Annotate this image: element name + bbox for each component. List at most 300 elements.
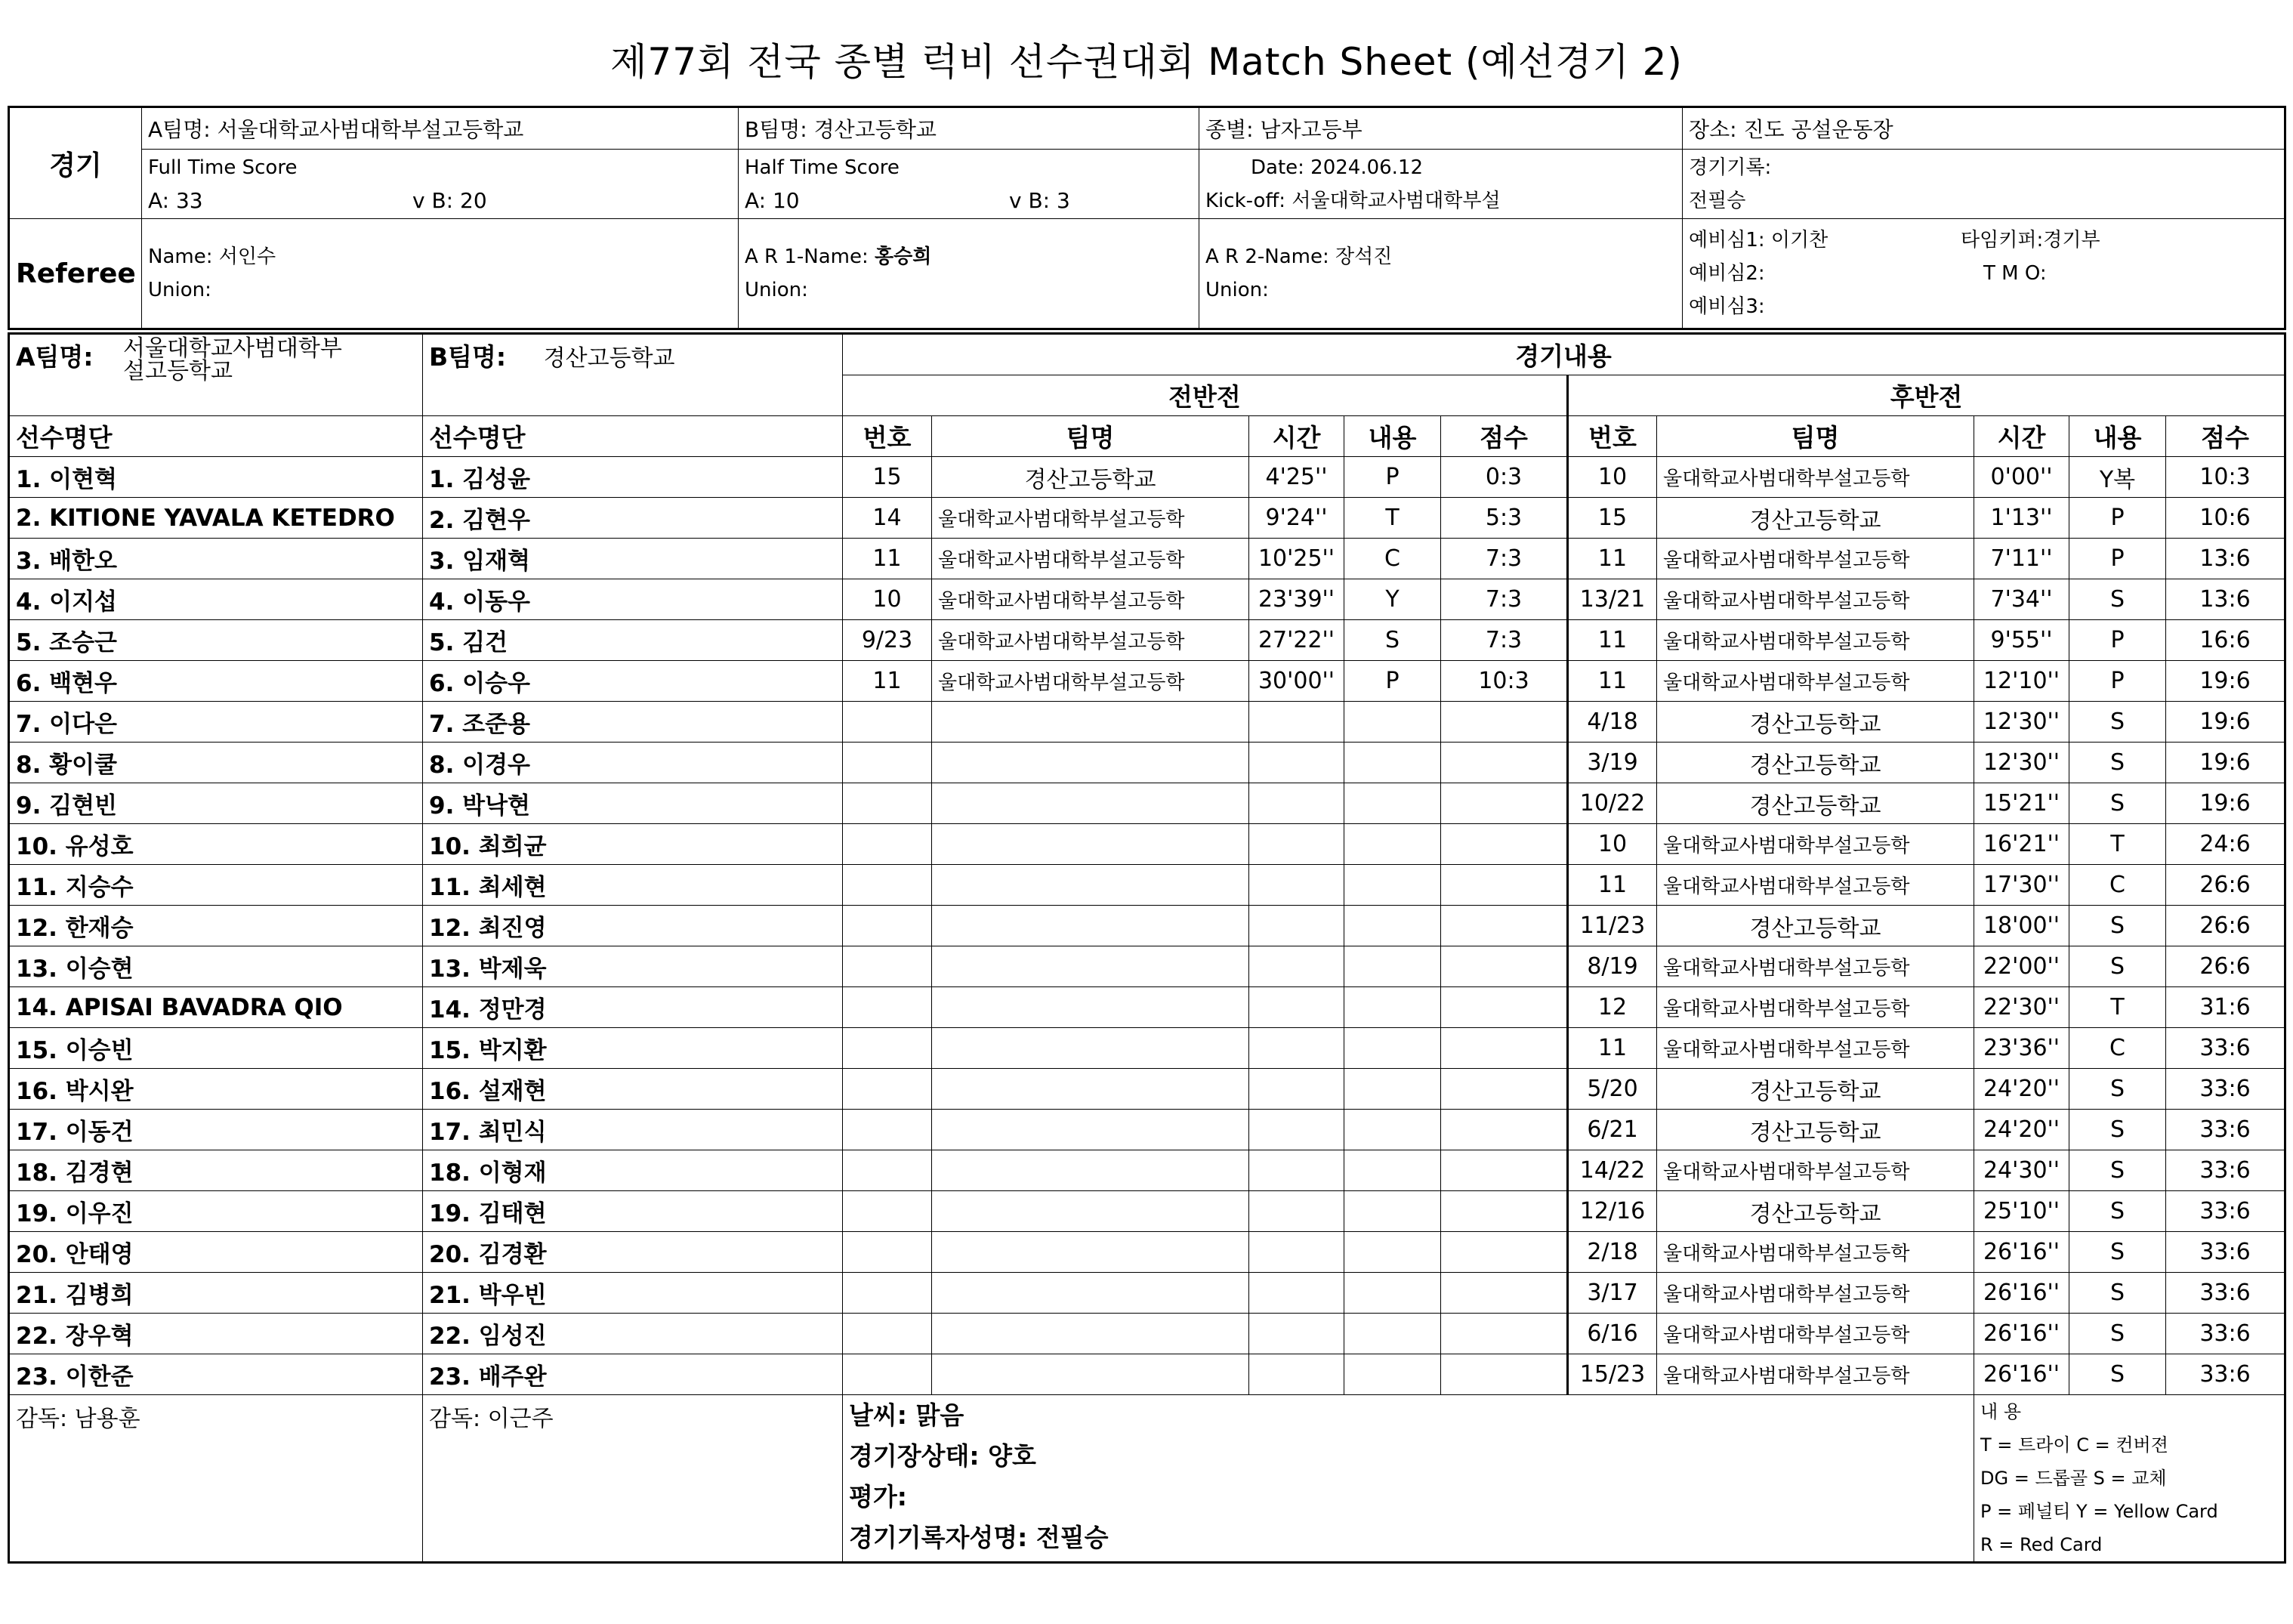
first-half-score [1441, 743, 1568, 783]
team-b-player: 22. 임성진 [423, 1314, 843, 1354]
team-a-player: 10. 유성호 [9, 824, 423, 865]
second-half-no: 3/17 [1568, 1273, 1657, 1314]
first-half-type [1344, 865, 1441, 906]
team-b-name: 경산고등학교 [543, 345, 675, 372]
second-half-score: 19:6 [2166, 783, 2285, 824]
team-a-name: A팀명: 서울대학교사범대학부설고등학교 [142, 107, 739, 150]
second-half-time: 18'00'' [1974, 906, 2069, 946]
first-half-team [932, 906, 1249, 946]
second-half-type: S [2069, 906, 2166, 946]
first-half-team [932, 987, 1249, 1028]
first-half-score [1441, 946, 1568, 987]
first-half-no [843, 1314, 932, 1354]
table-row [9, 865, 2285, 906]
first-half-time: 23'39'' [1249, 579, 1344, 620]
first-half-no [843, 824, 932, 865]
second-half-time: 1'13'' [1974, 498, 2069, 539]
team-b-player: 12. 최진영 [423, 906, 843, 946]
team-b-player: 2. 김현우 [423, 498, 843, 539]
second-half-score: 10:6 [2166, 498, 2285, 539]
field-condition: 경기장상태: 양호 [849, 1441, 1036, 1471]
second-half-no: 11/23 [1568, 906, 1657, 946]
second-half-time: 12'30'' [1974, 702, 2069, 743]
table-row [9, 987, 2285, 1028]
first-half-no [843, 1191, 932, 1232]
first-half-no: 11 [843, 539, 932, 579]
team-b-player: 20. 김경환 [423, 1232, 843, 1273]
first-half-score [1441, 824, 1568, 865]
second-half-team: 울대학교사범대학부설고등학 [1657, 824, 1974, 865]
first-half-score [1441, 702, 1568, 743]
second-half-no: 11 [1568, 620, 1657, 661]
table-row [9, 539, 2285, 579]
second-half-score: 33:6 [2166, 1028, 2285, 1069]
second-half-team: 경산고등학교 [1657, 702, 1974, 743]
first-half-no [843, 906, 932, 946]
team-a-player: 3. 배한오 [9, 539, 423, 579]
second-half-team: 울대학교사범대학부설고등학 [1657, 539, 1974, 579]
first-half-time [1249, 743, 1344, 783]
second-half-no: 4/18 [1568, 702, 1657, 743]
second-half-time: 24'20'' [1974, 1110, 2069, 1150]
team-a-player: 15. 이승빈 [9, 1028, 423, 1069]
first-half-type [1344, 906, 1441, 946]
first-half-team [932, 702, 1249, 743]
first-half-time [1249, 824, 1344, 865]
first-half-no [843, 1232, 932, 1273]
team-a-player: 16. 박시완 [9, 1069, 423, 1110]
second-half-type: S [2069, 702, 2166, 743]
team-b-player: 6. 이승우 [423, 661, 843, 702]
first-half-time [1249, 946, 1344, 987]
first-half-type [1344, 1028, 1441, 1069]
second-half-time: 16'21'' [1974, 824, 2069, 865]
team-a-player: 12. 한재승 [9, 906, 423, 946]
second-half-team: 울대학교사범대학부설고등학 [1657, 865, 1974, 906]
second-half-type: P [2069, 661, 2166, 702]
first-half-team [932, 1069, 1249, 1110]
table-row [9, 946, 2285, 987]
first-half-no [843, 1273, 932, 1314]
team-b-player: 4. 이동우 [423, 579, 843, 620]
second-half-score: 19:6 [2166, 661, 2285, 702]
table-row [9, 1069, 2285, 1110]
second-half-time: 26'16'' [1974, 1273, 2069, 1314]
timekeeper: 타임키퍼:경기부 [1961, 229, 2100, 252]
ar1-info [739, 219, 1199, 329]
second-half-type: T [2069, 987, 2166, 1028]
first-half-no: 14 [843, 498, 932, 539]
first-half-no: 11 [843, 661, 932, 702]
second-half-team: 울대학교사범대학부설고등학 [1657, 1314, 1974, 1354]
first-half-team [932, 1028, 1249, 1069]
first-half-team [932, 1354, 1249, 1395]
second-half-type: S [2069, 743, 2166, 783]
second-half-time: 25'10'' [1974, 1191, 2069, 1232]
first-half-type [1344, 946, 1441, 987]
second-half-team: 경산고등학교 [1657, 743, 1974, 783]
first-half-no [843, 702, 932, 743]
referee-label: Referee [9, 219, 142, 329]
second-half-label: 후반전 [1568, 375, 2285, 416]
second-half-type: S [2069, 946, 2166, 987]
fulltime-a: A: 33 [148, 187, 203, 213]
first-half-score: 7:3 [1441, 620, 1568, 661]
first-half-type [1344, 1110, 1441, 1150]
ar2-union: Union: [1205, 279, 1269, 301]
first-half-team: 울대학교사범대학부설고등학 [932, 539, 1249, 579]
team-b-player: 18. 이형재 [423, 1150, 843, 1191]
second-half-team: 경산고등학교 [1657, 1110, 1974, 1150]
second-half-no: 10 [1568, 457, 1657, 498]
match-record [1683, 150, 2285, 219]
table-row [9, 661, 2285, 702]
second-half-no: 11 [1568, 865, 1657, 906]
table-row [9, 1150, 2285, 1191]
second-half-no: 2/18 [1568, 1232, 1657, 1273]
table-row [9, 498, 2285, 539]
team-b-players-label: 선수명단 [423, 416, 843, 457]
second-half-score: 33:6 [2166, 1314, 2285, 1354]
team-b-player: 13. 박제욱 [423, 946, 843, 987]
second-half-no: 6/21 [1568, 1110, 1657, 1150]
recorder: 경기기록자성명: 전필승 [849, 1523, 1109, 1552]
table-row [9, 824, 2285, 865]
first-half-team: 울대학교사범대학부설고등학 [932, 661, 1249, 702]
referee-union: Union: [148, 279, 211, 301]
second-half-col-no: 번호 [1568, 416, 1657, 457]
team-b-player: 9. 박낙현 [423, 783, 843, 824]
team-b-player: 5. 김건 [423, 620, 843, 661]
first-half-time [1249, 1273, 1344, 1314]
first-half-team [932, 1150, 1249, 1191]
ar1-name: 홍승희 [875, 245, 932, 268]
second-half-type: P [2069, 498, 2166, 539]
match-events-table [8, 332, 2286, 1564]
first-half-team [932, 1191, 1249, 1232]
table-row [9, 620, 2285, 661]
coach-a: 감독: 남용훈 [9, 1395, 423, 1563]
second-half-type: S [2069, 1110, 2166, 1150]
second-half-time: 9'55'' [1974, 620, 2069, 661]
first-half-team [932, 946, 1249, 987]
team-a-name-line1: 서울대학교사범대학부 [123, 335, 342, 362]
first-half-time [1249, 1314, 1344, 1354]
team-a-player: 8. 황이쿨 [9, 743, 423, 783]
second-half-col-time: 시간 [1974, 416, 2069, 457]
date-kickoff [1199, 150, 1683, 219]
first-half-type: P [1344, 457, 1441, 498]
second-half-team: 경산고등학교 [1657, 906, 1974, 946]
team-a-player: 18. 김경현 [9, 1150, 423, 1191]
second-half-score: 33:6 [2166, 1273, 2285, 1314]
second-half-no: 3/19 [1568, 743, 1657, 783]
first-half-type [1344, 1150, 1441, 1191]
second-half-no: 8/19 [1568, 946, 1657, 987]
ar1-name-label: A R 1-Name: [745, 245, 869, 268]
first-half-team [932, 783, 1249, 824]
tmo: T M O: [1983, 262, 2047, 285]
team-a-label: A팀명: [16, 342, 94, 372]
second-half-score: 16:6 [2166, 620, 2285, 661]
second-half-time: 22'30'' [1974, 987, 2069, 1028]
table-row [9, 783, 2285, 824]
first-half-no [843, 1069, 932, 1110]
second-half-score: 19:6 [2166, 743, 2285, 783]
table-row [9, 1232, 2285, 1273]
table-row [9, 1028, 2285, 1069]
match-date: Date: 2024.06.12 [1251, 156, 1424, 179]
second-half-type: P [2069, 620, 2166, 661]
second-half-type: P [2069, 539, 2166, 579]
team-a-player: 11. 지승수 [9, 865, 423, 906]
second-half-score: 33:6 [2166, 1232, 2285, 1273]
first-half-team [932, 1232, 1249, 1273]
second-half-score: 24:6 [2166, 824, 2285, 865]
second-half-time: 22'00'' [1974, 946, 2069, 987]
second-half-no: 10 [1568, 824, 1657, 865]
first-half-time: 10'25'' [1249, 539, 1344, 579]
second-half-team: 경산고등학교 [1657, 783, 1974, 824]
team-a-player: 13. 이승현 [9, 946, 423, 987]
team-b-player: 16. 설재현 [423, 1069, 843, 1110]
legend-line-3: P = 페널티 Y = Yellow Card [1980, 1501, 2218, 1522]
second-half-time: 26'16'' [1974, 1232, 2069, 1273]
second-half-time: 17'30'' [1974, 865, 2069, 906]
reserve-officials [1683, 219, 2285, 329]
fulltime-score [142, 150, 739, 219]
team-a-player: 1. 이현혁 [9, 457, 423, 498]
team-b-label: B팀명: [429, 342, 507, 372]
second-half-team: 울대학교사범대학부설고등학 [1657, 946, 1974, 987]
second-half-time: 23'36'' [1974, 1028, 2069, 1069]
second-half-no: 5/20 [1568, 1069, 1657, 1110]
table-row [9, 1314, 2285, 1354]
second-half-no: 11 [1568, 1028, 1657, 1069]
evaluation: 평가: [849, 1482, 907, 1511]
match-conditions [843, 1395, 1974, 1563]
second-half-score: 10:3 [2166, 457, 2285, 498]
table-row [9, 906, 2285, 946]
second-half-no: 11 [1568, 539, 1657, 579]
legend-line-2: DG = 드롭골 S = 교체 [1980, 1468, 2167, 1489]
legend [1974, 1395, 2285, 1563]
first-half-no [843, 987, 932, 1028]
first-half-score: 0:3 [1441, 457, 1568, 498]
second-half-type: S [2069, 1069, 2166, 1110]
team-a-player: 9. 김현빈 [9, 783, 423, 824]
second-half-type: C [2069, 865, 2166, 906]
second-half-time: 26'16'' [1974, 1354, 2069, 1395]
team-a-player: 19. 이우진 [9, 1191, 423, 1232]
second-half-team: 경산고등학교 [1657, 498, 1974, 539]
first-half-col-time: 시간 [1249, 416, 1344, 457]
team-a-name-line2: 설고등학교 [123, 358, 233, 384]
first-half-no [843, 1028, 932, 1069]
team-b-player: 10. 최희균 [423, 824, 843, 865]
second-half-no: 15 [1568, 498, 1657, 539]
team-a-players-label: 선수명단 [9, 416, 423, 457]
second-half-team: 울대학교사범대학부설고등학 [1657, 1028, 1974, 1069]
first-half-score [1441, 1232, 1568, 1273]
second-half-no: 13/21 [1568, 579, 1657, 620]
halftime-a: A: 10 [745, 187, 800, 213]
first-half-score [1441, 1191, 1568, 1232]
first-half-no: 10 [843, 579, 932, 620]
legend-line-1: T = 트라이 C = 컨버젼 [1980, 1434, 2168, 1456]
referee-info [142, 219, 739, 329]
team-b-header [423, 334, 843, 416]
second-half-type: S [2069, 1191, 2166, 1232]
first-half-score [1441, 1028, 1568, 1069]
second-half-no: 6/16 [1568, 1314, 1657, 1354]
first-half-time [1249, 702, 1344, 743]
team-b-player: 3. 임재혁 [423, 539, 843, 579]
first-half-score [1441, 865, 1568, 906]
team-b-name: B팀명: 경산고등학교 [739, 107, 1199, 150]
fulltime-label: Full Time Score [148, 156, 298, 179]
first-half-no [843, 1150, 932, 1191]
first-half-time [1249, 1191, 1344, 1232]
first-half-time: 9'24'' [1249, 498, 1344, 539]
first-half-score: 5:3 [1441, 498, 1568, 539]
first-half-score: 7:3 [1441, 579, 1568, 620]
first-half-score [1441, 1110, 1568, 1150]
second-half-team: 울대학교사범대학부설고등학 [1657, 579, 1974, 620]
first-half-score [1441, 1354, 1568, 1395]
second-half-type: C [2069, 1028, 2166, 1069]
table-row [9, 1110, 2285, 1150]
record-name: 전필승 [1689, 189, 1746, 212]
team-b-player: 19. 김태현 [423, 1191, 843, 1232]
second-half-time: 15'21'' [1974, 783, 2069, 824]
second-half-team: 울대학교사범대학부설고등학 [1657, 661, 1974, 702]
second-half-score: 13:6 [2166, 539, 2285, 579]
first-half-type [1344, 824, 1441, 865]
first-half-type: T [1344, 498, 1441, 539]
first-half-type: C [1344, 539, 1441, 579]
second-half-time: 7'34'' [1974, 579, 2069, 620]
second-half-team: 울대학교사범대학부설고등학 [1657, 457, 1974, 498]
second-half-score: 26:6 [2166, 946, 2285, 987]
second-half-team: 울대학교사범대학부설고등학 [1657, 987, 1974, 1028]
first-half-col-no: 번호 [843, 416, 932, 457]
first-half-type [1344, 1314, 1441, 1354]
legend-line-4: R = Red Card [1980, 1534, 2103, 1555]
referee-name: Name: 서인수 [148, 245, 276, 268]
team-a-player: 7. 이다은 [9, 702, 423, 743]
second-half-col-team: 팀명 [1657, 416, 1974, 457]
ar2-info [1199, 219, 1683, 329]
second-half-time: 7'11'' [1974, 539, 2069, 579]
first-half-time [1249, 906, 1344, 946]
second-half-time: 12'30'' [1974, 743, 2069, 783]
second-half-no: 14/22 [1568, 1150, 1657, 1191]
fulltime-b: v B: 20 [412, 187, 487, 213]
match-info-table [8, 106, 2286, 330]
venue: 장소: 진도 공설운동장 [1683, 107, 2285, 150]
ar1-union: Union: [745, 279, 808, 301]
halftime-score [739, 150, 1199, 219]
second-half-type: S [2069, 579, 2166, 620]
second-half-time: 12'10'' [1974, 661, 2069, 702]
first-half-team: 울대학교사범대학부설고등학 [932, 620, 1249, 661]
second-half-team: 울대학교사범대학부설고등학 [1657, 1150, 1974, 1191]
second-half-col-type: 내용 [2069, 416, 2166, 457]
first-half-time [1249, 987, 1344, 1028]
table-row [9, 1354, 2285, 1395]
first-half-type [1344, 1191, 1441, 1232]
table-row [9, 1273, 2285, 1314]
first-half-time [1249, 1110, 1344, 1150]
legend-title: 내 용 [1980, 1401, 2021, 1422]
reserve-2: 예비심2: [1689, 262, 1765, 285]
first-half-team [932, 824, 1249, 865]
team-a-player: 20. 안태영 [9, 1232, 423, 1273]
second-half-score: 33:6 [2166, 1110, 2285, 1150]
team-b-player: 15. 박지환 [423, 1028, 843, 1069]
team-b-player: 11. 최세현 [423, 865, 843, 906]
second-half-score: 26:6 [2166, 865, 2285, 906]
first-half-no [843, 946, 932, 987]
first-half-no [843, 1110, 932, 1150]
first-half-team: 울대학교사범대학부설고등학 [932, 498, 1249, 539]
second-half-type: S [2069, 1273, 2166, 1314]
second-half-score: 31:6 [2166, 987, 2285, 1028]
first-half-team [932, 1273, 1249, 1314]
second-half-score: 33:6 [2166, 1150, 2285, 1191]
first-half-time: 30'00'' [1249, 661, 1344, 702]
first-half-type [1344, 1354, 1441, 1395]
second-half-type: S [2069, 1314, 2166, 1354]
second-half-no: 15/23 [1568, 1354, 1657, 1395]
first-half-score: 10:3 [1441, 661, 1568, 702]
second-half-team: 울대학교사범대학부설고등학 [1657, 1232, 1974, 1273]
second-half-team: 경산고등학교 [1657, 1191, 1974, 1232]
first-half-type: P [1344, 661, 1441, 702]
second-half-type: S [2069, 1150, 2166, 1191]
second-half-no: 12/16 [1568, 1191, 1657, 1232]
first-half-score [1441, 1314, 1568, 1354]
first-half-score [1441, 783, 1568, 824]
second-half-col-score: 점수 [2166, 416, 2285, 457]
first-half-team [932, 1314, 1249, 1354]
team-a-player: 23. 이한준 [9, 1354, 423, 1395]
first-half-no: 9/23 [843, 620, 932, 661]
second-half-score: 33:6 [2166, 1069, 2285, 1110]
first-half-type: Y [1344, 579, 1441, 620]
team-a-player: 2. KITIONE YAVALA KETEDRO [9, 498, 423, 539]
first-half-score: 7:3 [1441, 539, 1568, 579]
second-half-no: 11 [1568, 661, 1657, 702]
first-half-type [1344, 1069, 1441, 1110]
first-half-team [932, 865, 1249, 906]
first-half-time [1249, 865, 1344, 906]
first-half-type: S [1344, 620, 1441, 661]
kickoff: Kick-off: 서울대학교사범대학부설 [1205, 189, 1501, 212]
first-half-time [1249, 1354, 1344, 1395]
first-half-no [843, 1354, 932, 1395]
division: 종별: 남자고등부 [1199, 107, 1683, 150]
page-title: 제77회 전국 종별 럭비 선수권대회 Match Sheet (예선경기 2) [610, 40, 1683, 84]
second-half-type: T [2069, 824, 2166, 865]
reserve-3: 예비심3: [1689, 295, 1765, 318]
second-half-type: S [2069, 1232, 2166, 1273]
first-half-no [843, 865, 932, 906]
first-half-col-team: 팀명 [932, 416, 1249, 457]
first-half-team [932, 1110, 1249, 1150]
second-half-score: 33:6 [2166, 1354, 2285, 1395]
